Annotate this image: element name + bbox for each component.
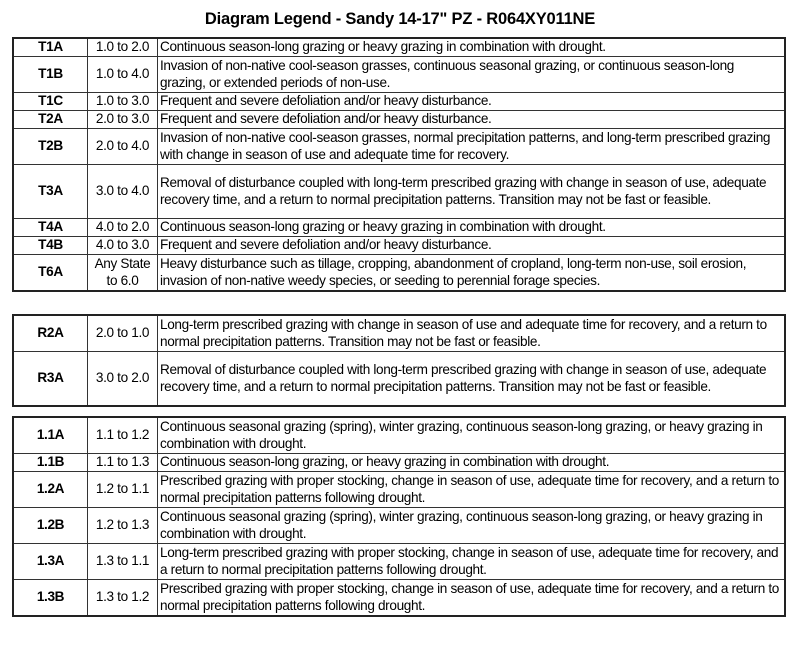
row-description: Continuous seasonal grazing (spring), winter grazing, continuous season-long grazing, or heavy grazing in combination with drought. — [158, 417, 786, 454]
row-code: 1.2B — [13, 508, 88, 544]
row-range: 1.2 to 1.1 — [88, 472, 158, 508]
row-description: Removal of disturbance coupled with long-term prescribed grazing with change in season of use, adequate recovery time, and a return to normal precipitation patterns. Transition may not be fast or feasible. — [158, 165, 786, 219]
row-code: T4B — [13, 237, 88, 255]
row-range: 1.2 to 1.3 — [88, 508, 158, 544]
row-code: T4A — [13, 219, 88, 237]
row-description: Removal of disturbance coupled with long-term prescribed grazing with change in season of use, adequate recovery time, and a return to normal precipitation patterns. Transition may not be fast or feasible. — [158, 352, 786, 407]
row-range: 1.0 to 2.0 — [88, 38, 158, 57]
table-row — [13, 255, 785, 292]
row-description: Invasion of non-native cool-season grasses, normal precipitation patterns, and long-term prescribed grazing with change in season of use and adequate time for recovery. — [158, 129, 786, 165]
row-range: 4.0 to 2.0 — [88, 219, 158, 237]
table-row — [13, 544, 785, 580]
table-row — [13, 38, 785, 57]
table-row — [13, 237, 785, 255]
row-code: T1B — [13, 57, 88, 93]
legend-title: Diagram Legend - Sandy 14-17" PZ - R064XY011NE — [204, 10, 596, 28]
row-code: T2B — [13, 129, 88, 165]
table-row — [13, 129, 785, 165]
row-description: Continuous seasonal grazing (spring), winter grazing, continuous season-long grazing, or heavy grazing in combination with drought. — [158, 508, 786, 544]
row-description: Invasion of non-native cool-season grasses, continuous seasonal grazing, or continuous season-long grazing, or extended periods of non-use. — [158, 57, 786, 93]
row-description: Long-term prescribed grazing with proper stocking, change in season of use, adequate time for recovery, and a return to normal precipitation patterns following drought. — [158, 544, 786, 580]
table-row — [13, 472, 785, 508]
row-code: R2A — [13, 315, 88, 352]
row-description: Long-term prescribed grazing with change in season of use and adequate time for recovery, and a return to normal precipitation patterns. Transition may not be fast or feasible. — [158, 315, 786, 352]
table-row — [13, 417, 785, 454]
table-row — [13, 57, 785, 93]
row-description: Continuous season-long grazing or heavy grazing in combination with drought. — [158, 219, 786, 237]
row-description: Continuous season-long grazing or heavy grazing in combination with drought. — [158, 38, 786, 57]
table-row — [13, 454, 785, 472]
row-description: Frequent and severe defoliation and/or heavy disturbance. — [158, 237, 786, 255]
table-row — [13, 580, 785, 617]
row-range: Any State to 6.0 — [88, 255, 158, 292]
table-row — [13, 315, 785, 352]
row-code: T2A — [13, 111, 88, 129]
row-description: Continuous season-long grazing, or heavy grazing in combination with drought. — [158, 454, 786, 472]
table-row — [13, 111, 785, 129]
row-range: 3.0 to 4.0 — [88, 165, 158, 219]
table-row — [13, 508, 785, 544]
row-code: 1.3B — [13, 580, 88, 617]
restorations-table — [12, 314, 786, 407]
row-code: 1.1A — [13, 417, 88, 454]
row-code: T1A — [13, 38, 88, 57]
row-range: 1.3 to 1.2 — [88, 580, 158, 617]
row-code: T3A — [13, 165, 88, 219]
row-range: 4.0 to 3.0 — [88, 237, 158, 255]
row-range: 1.1 to 1.3 — [88, 454, 158, 472]
table-row — [13, 352, 785, 407]
row-range: 1.1 to 1.2 — [88, 417, 158, 454]
row-description: Frequent and severe defoliation and/or heavy disturbance. — [158, 93, 786, 111]
table-row — [13, 165, 785, 219]
pathways-table — [12, 416, 786, 617]
row-code: 1.2A — [13, 472, 88, 508]
row-code: 1.1B — [13, 454, 88, 472]
table-row — [13, 93, 785, 111]
row-range: 2.0 to 3.0 — [88, 111, 158, 129]
row-range: 2.0 to 1.0 — [88, 315, 158, 352]
row-code: T1C — [13, 93, 88, 111]
row-code: T6A — [13, 255, 88, 292]
table-row — [13, 219, 785, 237]
row-description: Prescribed grazing with proper stocking, change in season of use, adequate time for recovery, and a return to normal precipitation patterns following drought. — [158, 472, 786, 508]
row-code: R3A — [13, 352, 88, 407]
row-range: 1.3 to 1.1 — [88, 544, 158, 580]
row-description: Prescribed grazing with proper stocking, change in season of use, adequate time for recovery, and a return to normal precipitation patterns following drought. — [158, 580, 786, 617]
row-code: 1.3A — [13, 544, 88, 580]
row-range: 2.0 to 4.0 — [88, 129, 158, 165]
row-description: Frequent and severe defoliation and/or heavy disturbance. — [158, 111, 786, 129]
row-range: 3.0 to 2.0 — [88, 352, 158, 407]
transitions-table — [12, 37, 786, 292]
row-range: 1.0 to 3.0 — [88, 93, 158, 111]
row-description: Heavy disturbance such as tillage, cropping, abandonment of cropland, long-term non-use, soil erosion, invasion of non-native weedy species, or seeding to perennial forage species. — [158, 255, 786, 292]
row-range: 1.0 to 4.0 — [88, 57, 158, 93]
